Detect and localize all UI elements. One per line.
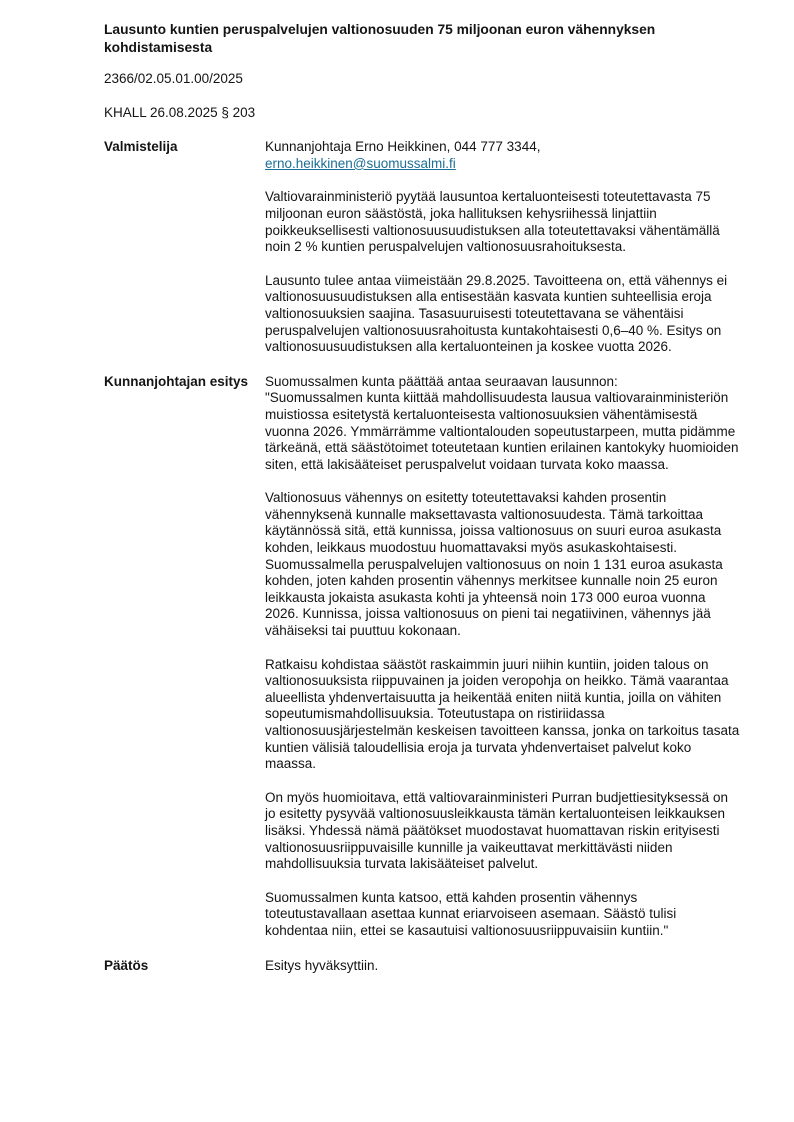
preparer-name-phone: Kunnanjohtaja Erno Heikkinen, 044 777 3344, — [265, 139, 541, 155]
paragraph: Esitys hyväksyttiin. — [265, 957, 379, 973]
paragraph: "Suomussalmen kunta kiittää mahdollisuudesta lausua valtiovarainministeriön muistiossa esitetystä kertaluonteisesta valtionosuuksien vähentämisestä vuonna 2026. Ymmärrämme valtiontalouden sopeutustarpeen, mutta pidämme tärkeänä, että säästötoimet toteutetaan kuntien erilainen kantokyky huomioiden siten, että lakisääteiset peruspalvelut voidaan turvata koko maassa. — [265, 390, 739, 472]
section-kunnanjohtajan-esitys — [104, 374, 740, 940]
section-label: Kunnanjohtajan esitys — [104, 373, 249, 389]
document-title: Lausunto kuntien peruspalvelujen valtionosuuden 75 miljoonan euron vähennyksen kohdistamisesta — [104, 22, 656, 55]
preparer-email-link[interactable]: erno.heikkinen@suomussalmi.fi — [265, 155, 456, 171]
section-paatos — [104, 958, 740, 975]
preparer-contact — [265, 139, 740, 172]
paragraph: Valtionosuus vähennys on esitetty toteutettavaksi kahden prosentin vähennyksenä kunnalle maksettavasta valtionosuudesta. Tämä tarkoittaa käytännössä sitä, että kunnissa, joissa valtionosuus on suuri euroa asukasta kohden, leikkaus muodostuu huomattavaksi myös asukaskohtaisesti. Suomussalmella peruspalvelujen valtionosuus on noin 1 131 euroa asukasta kohden, joten kahden prosentin vähennys merkitsee kunnalle noin 25 euron leikkausta jokaista asukasta kohti ja yhteensä noin 173 000 euroa vuonna 2026. Kunnissa, joissa valtionosuus on pieni tai negatiivinen, vähennys jää vähäiseksi tai puuttuu kokonaan. — [265, 490, 723, 639]
paragraph: Ratkaisu kohdistaa säästöt raskaimmin juuri niihin kuntiin, joiden talous on valtionosuuksista riippuvainen ja joiden veropohja on heikko. Tämä vaarantaa alueellista yhdenvertaisuutta ja heikentää eniten niitä kuntia, joilla on vähiten sopeutumismahdollisuuksia. Toteutustapa on ristiriidassa valtionosuusjärjestelmän keskeisen tavoitteen kanssa, jonka on tarkoitus tasata kuntien välisiä taloudellisia eroja ja turvata yhdenvertaiset palvelut koko maassa. — [265, 656, 740, 772]
paragraph: Suomussalmen kunta päättää antaa seuraavan lausunnon: — [265, 373, 618, 389]
section-label: Päätös — [104, 957, 149, 973]
section-label: Valmistelija — [104, 139, 178, 155]
paragraph: Lausunto tulee antaa viimeistään 29.8.2025. Tavoitteena on, että vähennys ei valtionosuusuudistuksen alla entisestään kasvata kuntien suhteellisia eroja valtionosuuksien saajina. Tasasuuruisesti toteutettavana se vähentäisi peruspalvelujen valtionosuusrahoitusta kuntakohtaisesti 0,6–40 %. Esitys on valtionosuusuudistuksen alla kertaluonteinen ja koskee vuotta 2026. — [265, 272, 728, 355]
paragraph: Suomussalmen kunta katsoo, että kahden prosentin vähennys toteutustavallaan asettaa kunnat eriarvoiseen asemaan. Säästö tulisi kohdentaa niin, ettei se kasautuisi valtionosuusriippuvaisiin kuntiin." — [265, 889, 677, 938]
section-content — [265, 958, 740, 975]
meeting-reference: KHALL 26.08.2025 § 203 — [104, 104, 256, 120]
paragraph: Valtiovarainministeriö pyytää lausuntoa kertaluonteisesti toteutettavasta 75 miljoonan euron säästöstä, joka hallituksen kehysriihessä linjattiin poikkeuksellisesti valtionosuusuudistuksen alla toteutettavaksi vähentämällä noin 2 % kuntien peruspalvelujen valtionosuusrahoituksesta. — [265, 189, 720, 255]
paragraph: On myös huomioitava, että valtiovarainministeri Purran budjettiesityksessä on jo esitetty pysyvää valtionosuusleikkausta tämän kertaluonteisen leikkauksen lisäksi. Yhdessä nämä päätökset muodostavat huomattavan riskin erityisesti valtionosuusriippuvaisille kunnille ja vaikeuttavat merkittävästi niiden mahdollisuuksia turvata lakisääteiset palvelut. — [265, 789, 728, 872]
case-number: 2366/02.05.01.00/2025 — [104, 71, 243, 86]
section-valmistelija — [104, 139, 740, 356]
section-content — [265, 374, 740, 940]
section-content — [265, 139, 740, 356]
